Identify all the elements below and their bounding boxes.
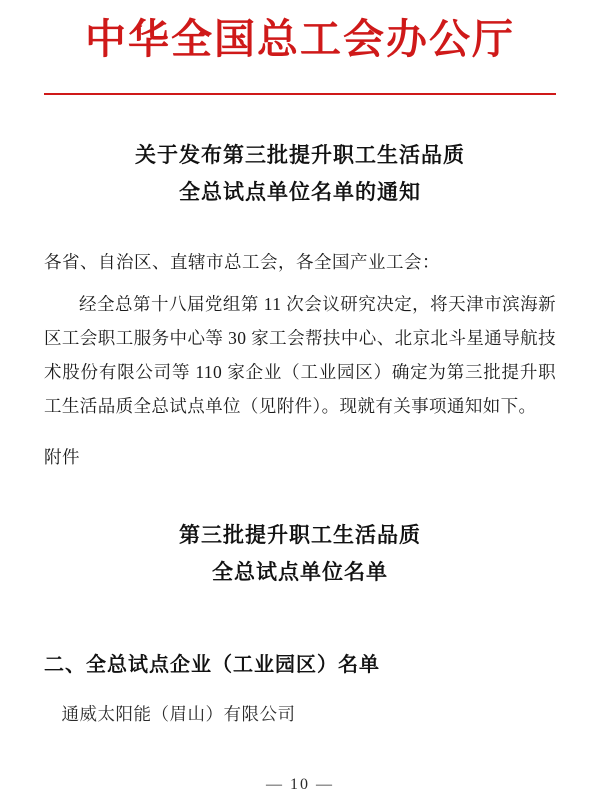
document-title-line-1: 关于发布第三批提升职工生活品质: [135, 143, 465, 168]
masthead: [44, 0, 556, 95]
salutation: 各省、自治区、直辖市总工会，各全国产业工会：: [44, 251, 440, 272]
attachment-label: 附件: [44, 447, 80, 468]
attachment-title-line-1: 第三批提升职工生活品质: [179, 522, 421, 547]
attachment-title-line-2: 全总试点单位名单: [212, 560, 388, 585]
masthead-organization: 中华全国总工会办公厅: [85, 15, 515, 63]
document-title-line-2: 全总试点单位名单的通知: [179, 180, 421, 204]
masthead-divider: [44, 93, 556, 95]
document-title: [44, 137, 556, 211]
section-heading: 二、全总试点企业（工业园区）名单: [44, 654, 380, 677]
list-item: 通威太阳能（眉山）有限公司: [61, 704, 296, 725]
body-paragraph: 经全总第十八届党组第 11 次会议研究决定，将天津市滨海新区工会职工服务中心等 30 家工会帮扶中心、北京北斗星通导航技术股份有限公司等 110 家企业（工业园区）确定为第三批提升职工生活品质全总试点单位（见附件）。现就有关事项通知如下。: [44, 293, 556, 417]
page-number: — 10 —: [266, 776, 334, 793]
attachment-title: [44, 517, 556, 593]
